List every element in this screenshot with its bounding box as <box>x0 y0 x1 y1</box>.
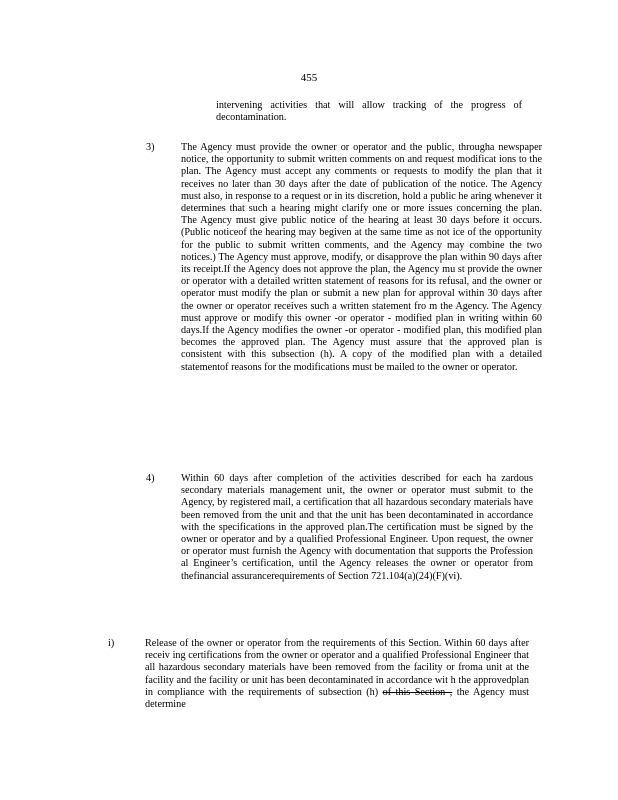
item-4-paragraph: Within 60 days after completion of the activities described for each ha zardous secondary materials management unit, the owner or operator must submit to the Agency, by registered mail, a certification that all hazardous secondary materials have been removed from the unit and that the unit has been decontaminated in accordance with the specifications in the approved plan.The certification must be signed by the owner or operator and by a qualified Professional Engineer. Upon request, the owner or operator must furnish the Agency with documentation that supports the Profession al Engineer’s certification, until the Agency releases the owner or operator from thefinancial assurancerequirements of Section 721.104(a)(24)(F)(vi). <box>181 473 533 582</box>
item-4-number: 4) <box>146 473 155 484</box>
item-i-text-end: the Agency must determine <box>145 686 529 711</box>
struck-text: of this Section , <box>382 686 453 698</box>
intro-paragraph: intervening activities that will allow tracking of the progress of decontamination. <box>216 100 522 124</box>
item-i-text: Release of the owner or operator from the requirements of this Section. Within 60 days after receiv ing certifications from the owner or operator and a qualified Professional Engineer that all hazardous secondary materials have been removed from the facility or froma unit at the facility and the facility or unit has been decontaminated in accordance wit h the approvedplan in compliance with the requirements of subsection (h) <box>145 638 529 698</box>
item-3-paragraph: The Agency must provide the owner or operator and the public, througha newspaper notice, the opportunity to submit written comments on and request modificat ions to the plan. The Agency must accept any comments or requests to modify the plan that it receives no later than 30 days after the date of publication of the notice. The Agency must also, in response to a request or in its discretion, hold a public he aring whenever it determines that such a hearing might clarify one or more issues concerning the plan. The Agency must give public notice of the hearing at least 30 days before it occurs. (Public noticeof the hearing may begiven at the same time as not ice of the opportunity for the public to submit written comments, and the Agency may combine the two notices.) The Agency must approve, modify, or disapprove the plan within 90 days after its receipt.If the Agency does not approve the plan, the Agency mu st provide the owner or operator with a detailed written statement of reasons for its refusal, and the owner or operator must modify the plan or submit a new plan for approval within 30 days after the owner or operator receives such a written statement fro m the Agency. The Agency must approve or modify this owner -or operator - modified plan in writing within 60 days.If the Agency modifies the owner -or operator - modified plan, this modified plan becomes the approved plan. The Agency must assure that the approved plan is consistent with this subsection (h). A copy of the modified plan with a detailed statementof reasons for the modifications must be mailed to the owner or operator. <box>181 142 542 373</box>
page-number: 455 <box>300 72 318 84</box>
item-i-number: i) <box>108 638 115 649</box>
item-3-number: 3) <box>146 142 155 153</box>
item-i-paragraph <box>145 638 529 711</box>
